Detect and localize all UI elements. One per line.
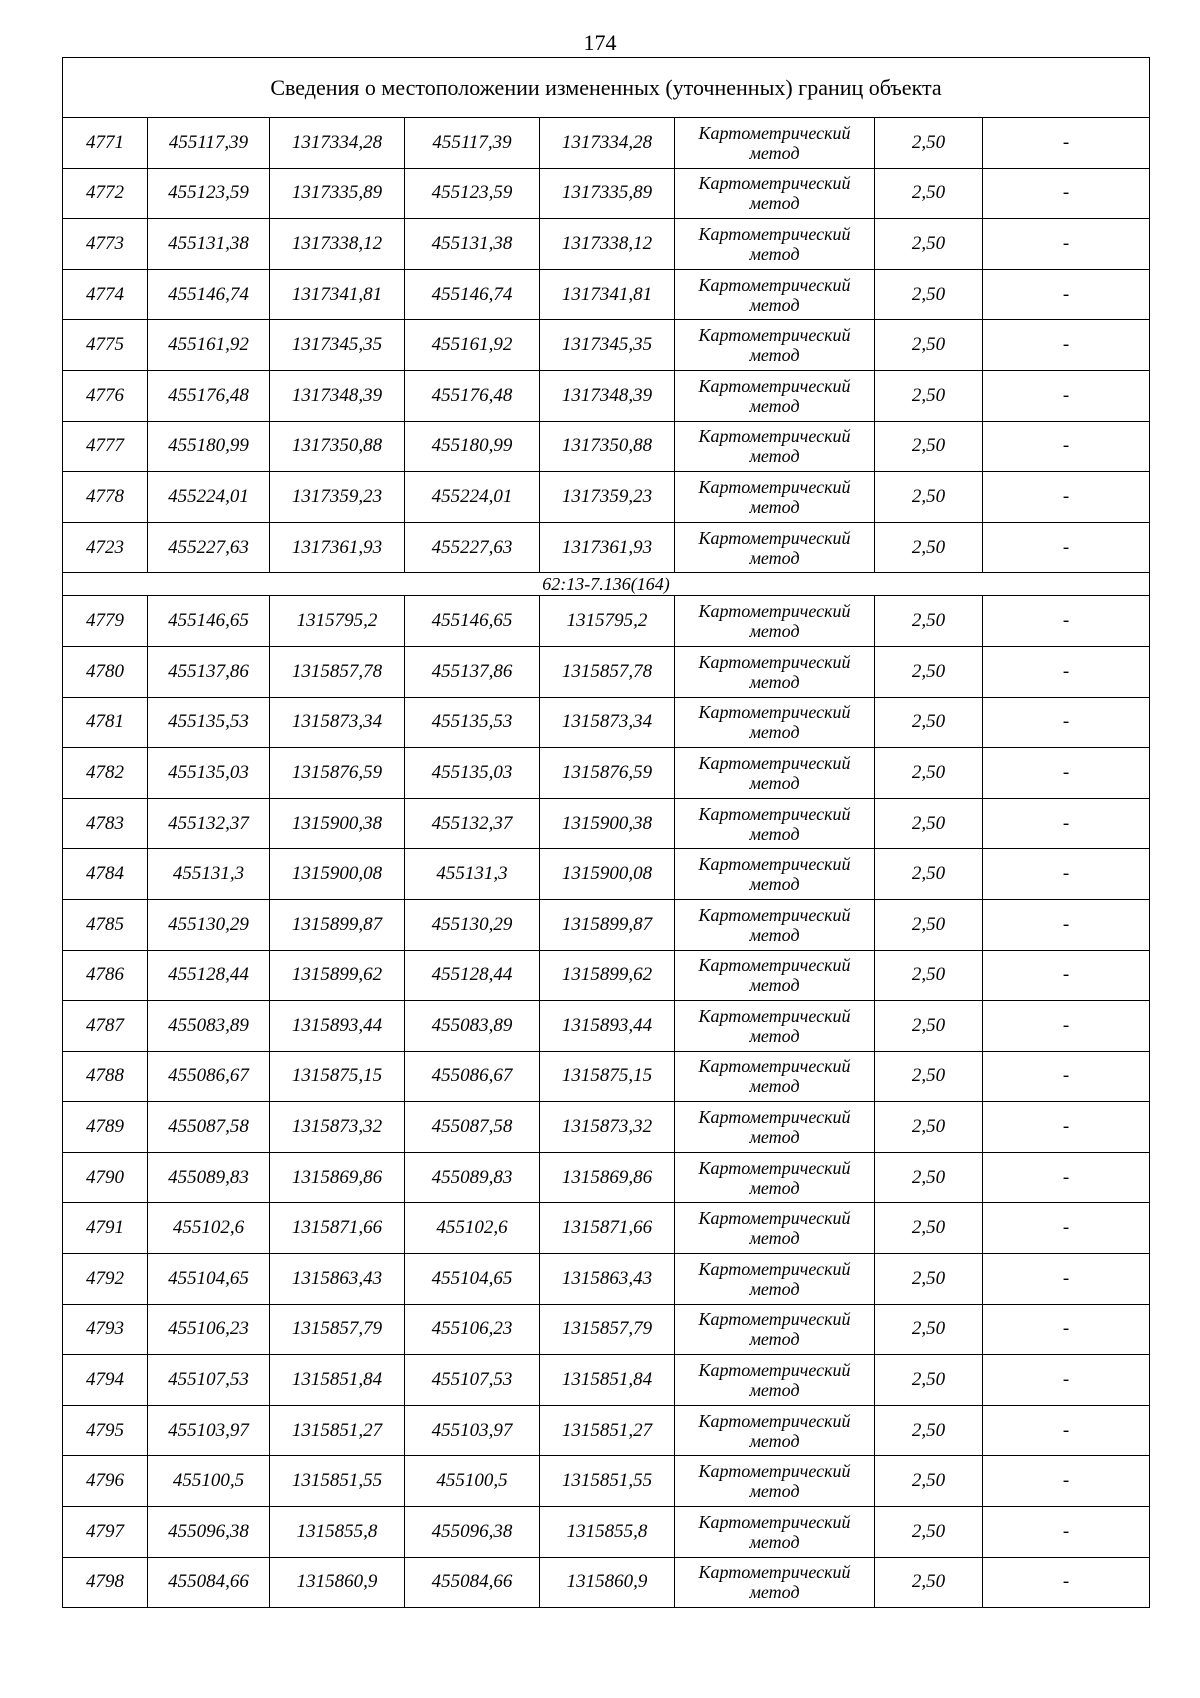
accuracy-cell: 2,50 <box>875 1456 983 1507</box>
table-row <box>63 697 1150 748</box>
method-cell: Картометрический метод <box>675 472 875 523</box>
method-cell: Картометрический метод <box>675 1051 875 1102</box>
x-existing-cell: 455146,65 <box>148 596 270 647</box>
point-id-cell: 4782 <box>63 748 148 799</box>
y-new-cell: 1315899,62 <box>540 950 675 1001</box>
section-heading-row <box>63 573 1150 596</box>
x-existing-cell: 455131,3 <box>148 849 270 900</box>
y-existing-cell: 1317345,35 <box>270 320 405 371</box>
table-row <box>63 596 1150 647</box>
x-existing-cell: 455106,23 <box>148 1304 270 1355</box>
note-cell: - <box>983 596 1150 647</box>
y-new-cell: 1315857,79 <box>540 1304 675 1355</box>
point-id-cell: 4776 <box>63 370 148 421</box>
y-new-cell: 1315795,2 <box>540 596 675 647</box>
note-cell: - <box>983 697 1150 748</box>
point-id-cell: 4771 <box>63 118 148 169</box>
x-existing-cell: 455128,44 <box>148 950 270 1001</box>
y-new-cell: 1317338,12 <box>540 219 675 270</box>
x-existing-cell: 455131,38 <box>148 219 270 270</box>
table-row <box>63 472 1150 523</box>
y-existing-cell: 1315795,2 <box>270 596 405 647</box>
x-existing-cell: 455117,39 <box>148 118 270 169</box>
method-cell: Картометрический метод <box>675 596 875 647</box>
table-row <box>63 748 1150 799</box>
point-id-cell: 4796 <box>63 1456 148 1507</box>
x-new-cell: 455146,65 <box>405 596 540 647</box>
y-existing-cell: 1315893,44 <box>270 1001 405 1052</box>
x-new-cell: 455083,89 <box>405 1001 540 1052</box>
x-new-cell: 455089,83 <box>405 1152 540 1203</box>
accuracy-cell: 2,50 <box>875 1051 983 1102</box>
point-id-cell: 4777 <box>63 421 148 472</box>
x-new-cell: 455131,3 <box>405 849 540 900</box>
y-new-cell: 1315857,78 <box>540 646 675 697</box>
y-existing-cell: 1317341,81 <box>270 269 405 320</box>
y-existing-cell: 1317338,12 <box>270 219 405 270</box>
accuracy-cell: 2,50 <box>875 1203 983 1254</box>
table-row <box>63 1203 1150 1254</box>
y-existing-cell: 1315899,87 <box>270 899 405 950</box>
method-cell: Картометрический метод <box>675 421 875 472</box>
note-cell: - <box>983 219 1150 270</box>
table-title: Сведения о местоположении измененных (уточненных) границ объекта <box>63 58 1150 118</box>
note-cell: - <box>983 849 1150 900</box>
point-id-cell: 4780 <box>63 646 148 697</box>
method-cell: Картометрический метод <box>675 646 875 697</box>
x-existing-cell: 455137,86 <box>148 646 270 697</box>
x-existing-cell: 455135,03 <box>148 748 270 799</box>
x-existing-cell: 455102,6 <box>148 1203 270 1254</box>
point-id-cell: 4789 <box>63 1102 148 1153</box>
y-new-cell: 1315851,55 <box>540 1456 675 1507</box>
y-new-cell: 1315900,38 <box>540 798 675 849</box>
x-new-cell: 455146,74 <box>405 269 540 320</box>
y-new-cell: 1315875,15 <box>540 1051 675 1102</box>
accuracy-cell: 2,50 <box>875 646 983 697</box>
method-cell: Картометрический метод <box>675 697 875 748</box>
accuracy-cell: 2,50 <box>875 421 983 472</box>
table-row <box>63 421 1150 472</box>
method-cell: Картометрический метод <box>675 899 875 950</box>
note-cell: - <box>983 1557 1150 1608</box>
x-existing-cell: 455180,99 <box>148 421 270 472</box>
point-id-cell: 4785 <box>63 899 148 950</box>
x-new-cell: 455132,37 <box>405 798 540 849</box>
accuracy-cell: 2,50 <box>875 269 983 320</box>
table-row <box>63 1507 1150 1558</box>
method-cell: Картометрический метод <box>675 1557 875 1608</box>
x-existing-cell: 455096,38 <box>148 1507 270 1558</box>
y-new-cell: 1315863,43 <box>540 1254 675 1305</box>
x-new-cell: 455130,29 <box>405 899 540 950</box>
y-existing-cell: 1315900,08 <box>270 849 405 900</box>
y-existing-cell: 1317334,28 <box>270 118 405 169</box>
point-id-cell: 4781 <box>63 697 148 748</box>
method-cell: Картометрический метод <box>675 1405 875 1456</box>
table-row <box>63 849 1150 900</box>
x-existing-cell: 455087,58 <box>148 1102 270 1153</box>
method-cell: Картометрический метод <box>675 950 875 1001</box>
method-cell: Картометрический метод <box>675 1001 875 1052</box>
table-row <box>63 1254 1150 1305</box>
x-existing-cell: 455123,59 <box>148 168 270 219</box>
point-id-cell: 4790 <box>63 1152 148 1203</box>
point-id-cell: 4783 <box>63 798 148 849</box>
table-row <box>63 1051 1150 1102</box>
note-cell: - <box>983 370 1150 421</box>
note-cell: - <box>983 269 1150 320</box>
accuracy-cell: 2,50 <box>875 1557 983 1608</box>
x-new-cell: 455131,38 <box>405 219 540 270</box>
y-new-cell: 1315893,44 <box>540 1001 675 1052</box>
method-cell: Картометрический метод <box>675 798 875 849</box>
x-existing-cell: 455130,29 <box>148 899 270 950</box>
point-id-cell: 4773 <box>63 219 148 270</box>
x-new-cell: 455123,59 <box>405 168 540 219</box>
point-id-cell: 4787 <box>63 1001 148 1052</box>
accuracy-cell: 2,50 <box>875 1355 983 1406</box>
y-existing-cell: 1315876,59 <box>270 748 405 799</box>
note-cell: - <box>983 1051 1150 1102</box>
point-id-cell: 4778 <box>63 472 148 523</box>
method-cell: Картометрический метод <box>675 1254 875 1305</box>
y-new-cell: 1317335,89 <box>540 168 675 219</box>
y-existing-cell: 1315873,34 <box>270 697 405 748</box>
table-row <box>63 950 1150 1001</box>
x-existing-cell: 455132,37 <box>148 798 270 849</box>
x-new-cell: 455100,5 <box>405 1456 540 1507</box>
method-cell: Картометрический метод <box>675 1102 875 1153</box>
method-cell: Картометрический метод <box>675 1152 875 1203</box>
table-row <box>63 1001 1150 1052</box>
method-cell: Картометрический метод <box>675 320 875 371</box>
note-cell: - <box>983 1355 1150 1406</box>
note-cell: - <box>983 798 1150 849</box>
method-cell: Картометрический метод <box>675 1203 875 1254</box>
method-cell: Картометрический метод <box>675 522 875 573</box>
x-existing-cell: 455161,92 <box>148 320 270 371</box>
y-existing-cell: 1315851,84 <box>270 1355 405 1406</box>
x-existing-cell: 455146,74 <box>148 269 270 320</box>
x-new-cell: 455086,67 <box>405 1051 540 1102</box>
y-existing-cell: 1317348,39 <box>270 370 405 421</box>
note-cell: - <box>983 1507 1150 1558</box>
y-new-cell: 1315900,08 <box>540 849 675 900</box>
accuracy-cell: 2,50 <box>875 798 983 849</box>
accuracy-cell: 2,50 <box>875 596 983 647</box>
table-row <box>63 219 1150 270</box>
point-id-cell: 4798 <box>63 1557 148 1608</box>
note-cell: - <box>983 522 1150 573</box>
note-cell: - <box>983 421 1150 472</box>
method-cell: Картометрический метод <box>675 748 875 799</box>
y-new-cell: 1315860,9 <box>540 1557 675 1608</box>
method-cell: Картометрический метод <box>675 370 875 421</box>
method-cell: Картометрический метод <box>675 849 875 900</box>
y-new-cell: 1317359,23 <box>540 472 675 523</box>
note-cell: - <box>983 1456 1150 1507</box>
table-row <box>63 646 1150 697</box>
table-row <box>63 320 1150 371</box>
x-existing-cell: 455176,48 <box>148 370 270 421</box>
y-existing-cell: 1315851,27 <box>270 1405 405 1456</box>
x-new-cell: 455087,58 <box>405 1102 540 1153</box>
coordinates-table <box>62 57 1150 1608</box>
note-cell: - <box>983 1254 1150 1305</box>
x-new-cell: 455107,53 <box>405 1355 540 1406</box>
accuracy-cell: 2,50 <box>875 472 983 523</box>
note-cell: - <box>983 472 1150 523</box>
point-id-cell: 4774 <box>63 269 148 320</box>
x-new-cell: 455103,97 <box>405 1405 540 1456</box>
accuracy-cell: 2,50 <box>875 1152 983 1203</box>
table-row <box>63 522 1150 573</box>
x-existing-cell: 455100,5 <box>148 1456 270 1507</box>
point-id-cell: 4772 <box>63 168 148 219</box>
accuracy-cell: 2,50 <box>875 849 983 900</box>
x-new-cell: 455180,99 <box>405 421 540 472</box>
accuracy-cell: 2,50 <box>875 320 983 371</box>
x-new-cell: 455135,53 <box>405 697 540 748</box>
y-new-cell: 1315851,27 <box>540 1405 675 1456</box>
x-new-cell: 455161,92 <box>405 320 540 371</box>
y-existing-cell: 1315875,15 <box>270 1051 405 1102</box>
x-existing-cell: 455086,67 <box>148 1051 270 1102</box>
x-new-cell: 455102,6 <box>405 1203 540 1254</box>
y-new-cell: 1315899,87 <box>540 899 675 950</box>
method-cell: Картометрический метод <box>675 269 875 320</box>
method-cell: Картометрический метод <box>675 168 875 219</box>
y-new-cell: 1317348,39 <box>540 370 675 421</box>
x-new-cell: 455137,86 <box>405 646 540 697</box>
note-cell: - <box>983 1304 1150 1355</box>
note-cell: - <box>983 1102 1150 1153</box>
note-cell: - <box>983 748 1150 799</box>
section-heading: 62:13-7.136(164) <box>63 573 1150 596</box>
y-existing-cell: 1317350,88 <box>270 421 405 472</box>
x-existing-cell: 455083,89 <box>148 1001 270 1052</box>
note-cell: - <box>983 1152 1150 1203</box>
y-existing-cell: 1315869,86 <box>270 1152 405 1203</box>
point-id-cell: 4792 <box>63 1254 148 1305</box>
x-new-cell: 455106,23 <box>405 1304 540 1355</box>
y-new-cell: 1317341,81 <box>540 269 675 320</box>
point-id-cell: 4723 <box>63 522 148 573</box>
note-cell: - <box>983 118 1150 169</box>
x-existing-cell: 455107,53 <box>148 1355 270 1406</box>
accuracy-cell: 2,50 <box>875 168 983 219</box>
note-cell: - <box>983 168 1150 219</box>
note-cell: - <box>983 1203 1150 1254</box>
point-id-cell: 4794 <box>63 1355 148 1406</box>
y-existing-cell: 1315857,78 <box>270 646 405 697</box>
accuracy-cell: 2,50 <box>875 697 983 748</box>
point-id-cell: 4779 <box>63 596 148 647</box>
y-existing-cell: 1315863,43 <box>270 1254 405 1305</box>
x-new-cell: 455096,38 <box>405 1507 540 1558</box>
y-existing-cell: 1317335,89 <box>270 168 405 219</box>
table-row <box>63 798 1150 849</box>
table-row <box>63 1355 1150 1406</box>
note-cell: - <box>983 320 1150 371</box>
y-new-cell: 1317350,88 <box>540 421 675 472</box>
x-new-cell: 455224,01 <box>405 472 540 523</box>
y-new-cell: 1315873,34 <box>540 697 675 748</box>
table-row <box>63 168 1150 219</box>
x-existing-cell: 455227,63 <box>148 522 270 573</box>
method-cell: Картометрический метод <box>675 118 875 169</box>
note-cell: - <box>983 646 1150 697</box>
table-body <box>63 58 1150 1608</box>
x-existing-cell: 455089,83 <box>148 1152 270 1203</box>
method-cell: Картометрический метод <box>675 1304 875 1355</box>
note-cell: - <box>983 899 1150 950</box>
table-row <box>63 899 1150 950</box>
table-row <box>63 370 1150 421</box>
y-existing-cell: 1315871,66 <box>270 1203 405 1254</box>
accuracy-cell: 2,50 <box>875 1001 983 1052</box>
method-cell: Картометрический метод <box>675 219 875 270</box>
x-new-cell: 455084,66 <box>405 1557 540 1608</box>
accuracy-cell: 2,50 <box>875 370 983 421</box>
method-cell: Картометрический метод <box>675 1355 875 1406</box>
y-existing-cell: 1315900,38 <box>270 798 405 849</box>
table-row <box>63 1557 1150 1608</box>
table-row <box>63 1456 1150 1507</box>
y-new-cell: 1315876,59 <box>540 748 675 799</box>
y-new-cell: 1317361,93 <box>540 522 675 573</box>
point-id-cell: 4784 <box>63 849 148 900</box>
accuracy-cell: 2,50 <box>875 219 983 270</box>
x-new-cell: 455128,44 <box>405 950 540 1001</box>
method-cell: Картометрический метод <box>675 1456 875 1507</box>
point-id-cell: 4786 <box>63 950 148 1001</box>
table-row <box>63 1304 1150 1355</box>
accuracy-cell: 2,50 <box>875 1304 983 1355</box>
page-number: 174 <box>583 30 617 55</box>
note-cell: - <box>983 1405 1150 1456</box>
x-new-cell: 455117,39 <box>405 118 540 169</box>
y-existing-cell: 1317359,23 <box>270 472 405 523</box>
table-title-row <box>63 58 1150 118</box>
table-row <box>63 1152 1150 1203</box>
y-existing-cell: 1315851,55 <box>270 1456 405 1507</box>
y-existing-cell: 1315899,62 <box>270 950 405 1001</box>
x-new-cell: 455176,48 <box>405 370 540 421</box>
point-id-cell: 4775 <box>63 320 148 371</box>
y-existing-cell: 1315860,9 <box>270 1557 405 1608</box>
x-new-cell: 455227,63 <box>405 522 540 573</box>
y-new-cell: 1317345,35 <box>540 320 675 371</box>
y-new-cell: 1315855,8 <box>540 1507 675 1558</box>
note-cell: - <box>983 1001 1150 1052</box>
note-cell: - <box>983 950 1150 1001</box>
x-existing-cell: 455224,01 <box>148 472 270 523</box>
x-existing-cell: 455103,97 <box>148 1405 270 1456</box>
accuracy-cell: 2,50 <box>875 1102 983 1153</box>
table-row <box>63 269 1150 320</box>
x-existing-cell: 455104,65 <box>148 1254 270 1305</box>
point-id-cell: 4795 <box>63 1405 148 1456</box>
table-row <box>63 1102 1150 1153</box>
y-existing-cell: 1315855,8 <box>270 1507 405 1558</box>
accuracy-cell: 2,50 <box>875 1405 983 1456</box>
x-new-cell: 455135,03 <box>405 748 540 799</box>
point-id-cell: 4793 <box>63 1304 148 1355</box>
method-cell: Картометрический метод <box>675 1507 875 1558</box>
y-existing-cell: 1317361,93 <box>270 522 405 573</box>
x-existing-cell: 455135,53 <box>148 697 270 748</box>
y-new-cell: 1315873,32 <box>540 1102 675 1153</box>
accuracy-cell: 2,50 <box>875 899 983 950</box>
table-row <box>63 118 1150 169</box>
accuracy-cell: 2,50 <box>875 748 983 799</box>
y-existing-cell: 1315857,79 <box>270 1304 405 1355</box>
point-id-cell: 4788 <box>63 1051 148 1102</box>
y-new-cell: 1315871,66 <box>540 1203 675 1254</box>
x-existing-cell: 455084,66 <box>148 1557 270 1608</box>
y-existing-cell: 1315873,32 <box>270 1102 405 1153</box>
y-new-cell: 1315869,86 <box>540 1152 675 1203</box>
accuracy-cell: 2,50 <box>875 118 983 169</box>
table-row <box>63 1405 1150 1456</box>
point-id-cell: 4791 <box>63 1203 148 1254</box>
accuracy-cell: 2,50 <box>875 1507 983 1558</box>
accuracy-cell: 2,50 <box>875 1254 983 1305</box>
y-new-cell: 1317334,28 <box>540 118 675 169</box>
x-new-cell: 455104,65 <box>405 1254 540 1305</box>
point-id-cell: 4797 <box>63 1507 148 1558</box>
y-new-cell: 1315851,84 <box>540 1355 675 1406</box>
accuracy-cell: 2,50 <box>875 522 983 573</box>
accuracy-cell: 2,50 <box>875 950 983 1001</box>
